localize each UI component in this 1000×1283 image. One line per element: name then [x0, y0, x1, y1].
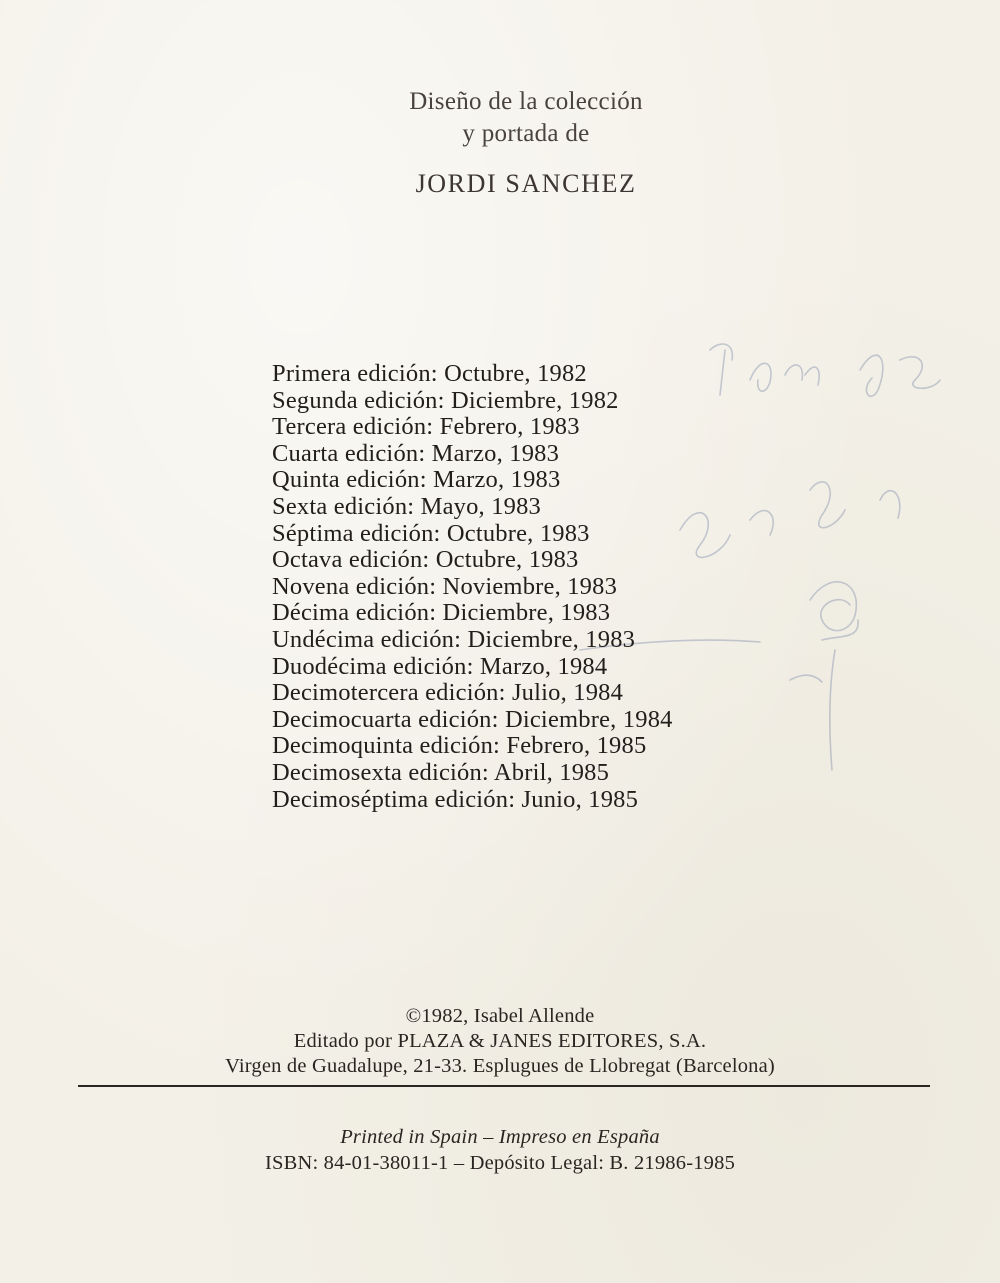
edition-item: Sexta edición: Mayo, 1983: [272, 492, 542, 520]
edition-item: Undécima edición: Diciembre, 1983: [272, 625, 636, 653]
credits-line-1: Diseño de la colección: [409, 88, 643, 115]
edition-item: Segunda edición: Diciembre, 1982: [272, 386, 619, 414]
edition-item: Tercera edición: Febrero, 1983: [272, 413, 580, 441]
edition-item: Decimosexta edición: Abril, 1985: [272, 758, 610, 786]
edition-item: Cuarta edición: Marzo, 1983: [272, 439, 560, 467]
edition-item: Quinta edición: Marzo, 1983: [272, 466, 561, 494]
copyright-line: ©1982, Isabel Allende: [405, 1005, 595, 1027]
edition-item: Primera edición: Octubre, 1982: [272, 360, 587, 387]
printed-in-line: Printed in Spain – Impreso en España: [340, 1126, 660, 1148]
edition-item: Séptima edición: Octubre, 1983: [272, 519, 590, 547]
edition-item: Octava edición: Octubre, 1983: [272, 546, 579, 574]
editions-list: [272, 361, 673, 813]
edition-item: Decimotercera edición: Julio, 1984: [272, 679, 624, 707]
collection-credits: [0, 86, 1000, 200]
edition-item: Décima edición: Diciembre, 1983: [272, 599, 611, 627]
edition-item: Duodécima edición: Marzo, 1984: [272, 652, 608, 680]
edition-item: Decimocuarta edición: Diciembre, 1984: [272, 705, 673, 733]
credits-line-2: y portada de: [462, 120, 590, 147]
edition-item: Novena edición: Noviembre, 1983: [272, 572, 618, 600]
horizontal-divider: [78, 1085, 930, 1087]
edition-item: Decimoséptima edición: Junio, 1985: [272, 785, 639, 813]
isbn-line: ISBN: 84-01-38011-1 – Depósito Legal: B. 21986-1985: [264, 1152, 736, 1174]
designer-name: JORDI SANCHEZ: [415, 169, 637, 198]
imprint-block: [0, 1004, 1000, 1079]
address-line: Virgen de Guadalupe, 21-33. Esplugues de Llobregat (Barcelona): [225, 1055, 775, 1077]
printing-block: [0, 1124, 1000, 1176]
publisher-line: Editado por PLAZA & JANES EDITORES, S.A.: [293, 1030, 707, 1052]
edition-item: Decimoquinta edición: Febrero, 1985: [272, 732, 647, 760]
